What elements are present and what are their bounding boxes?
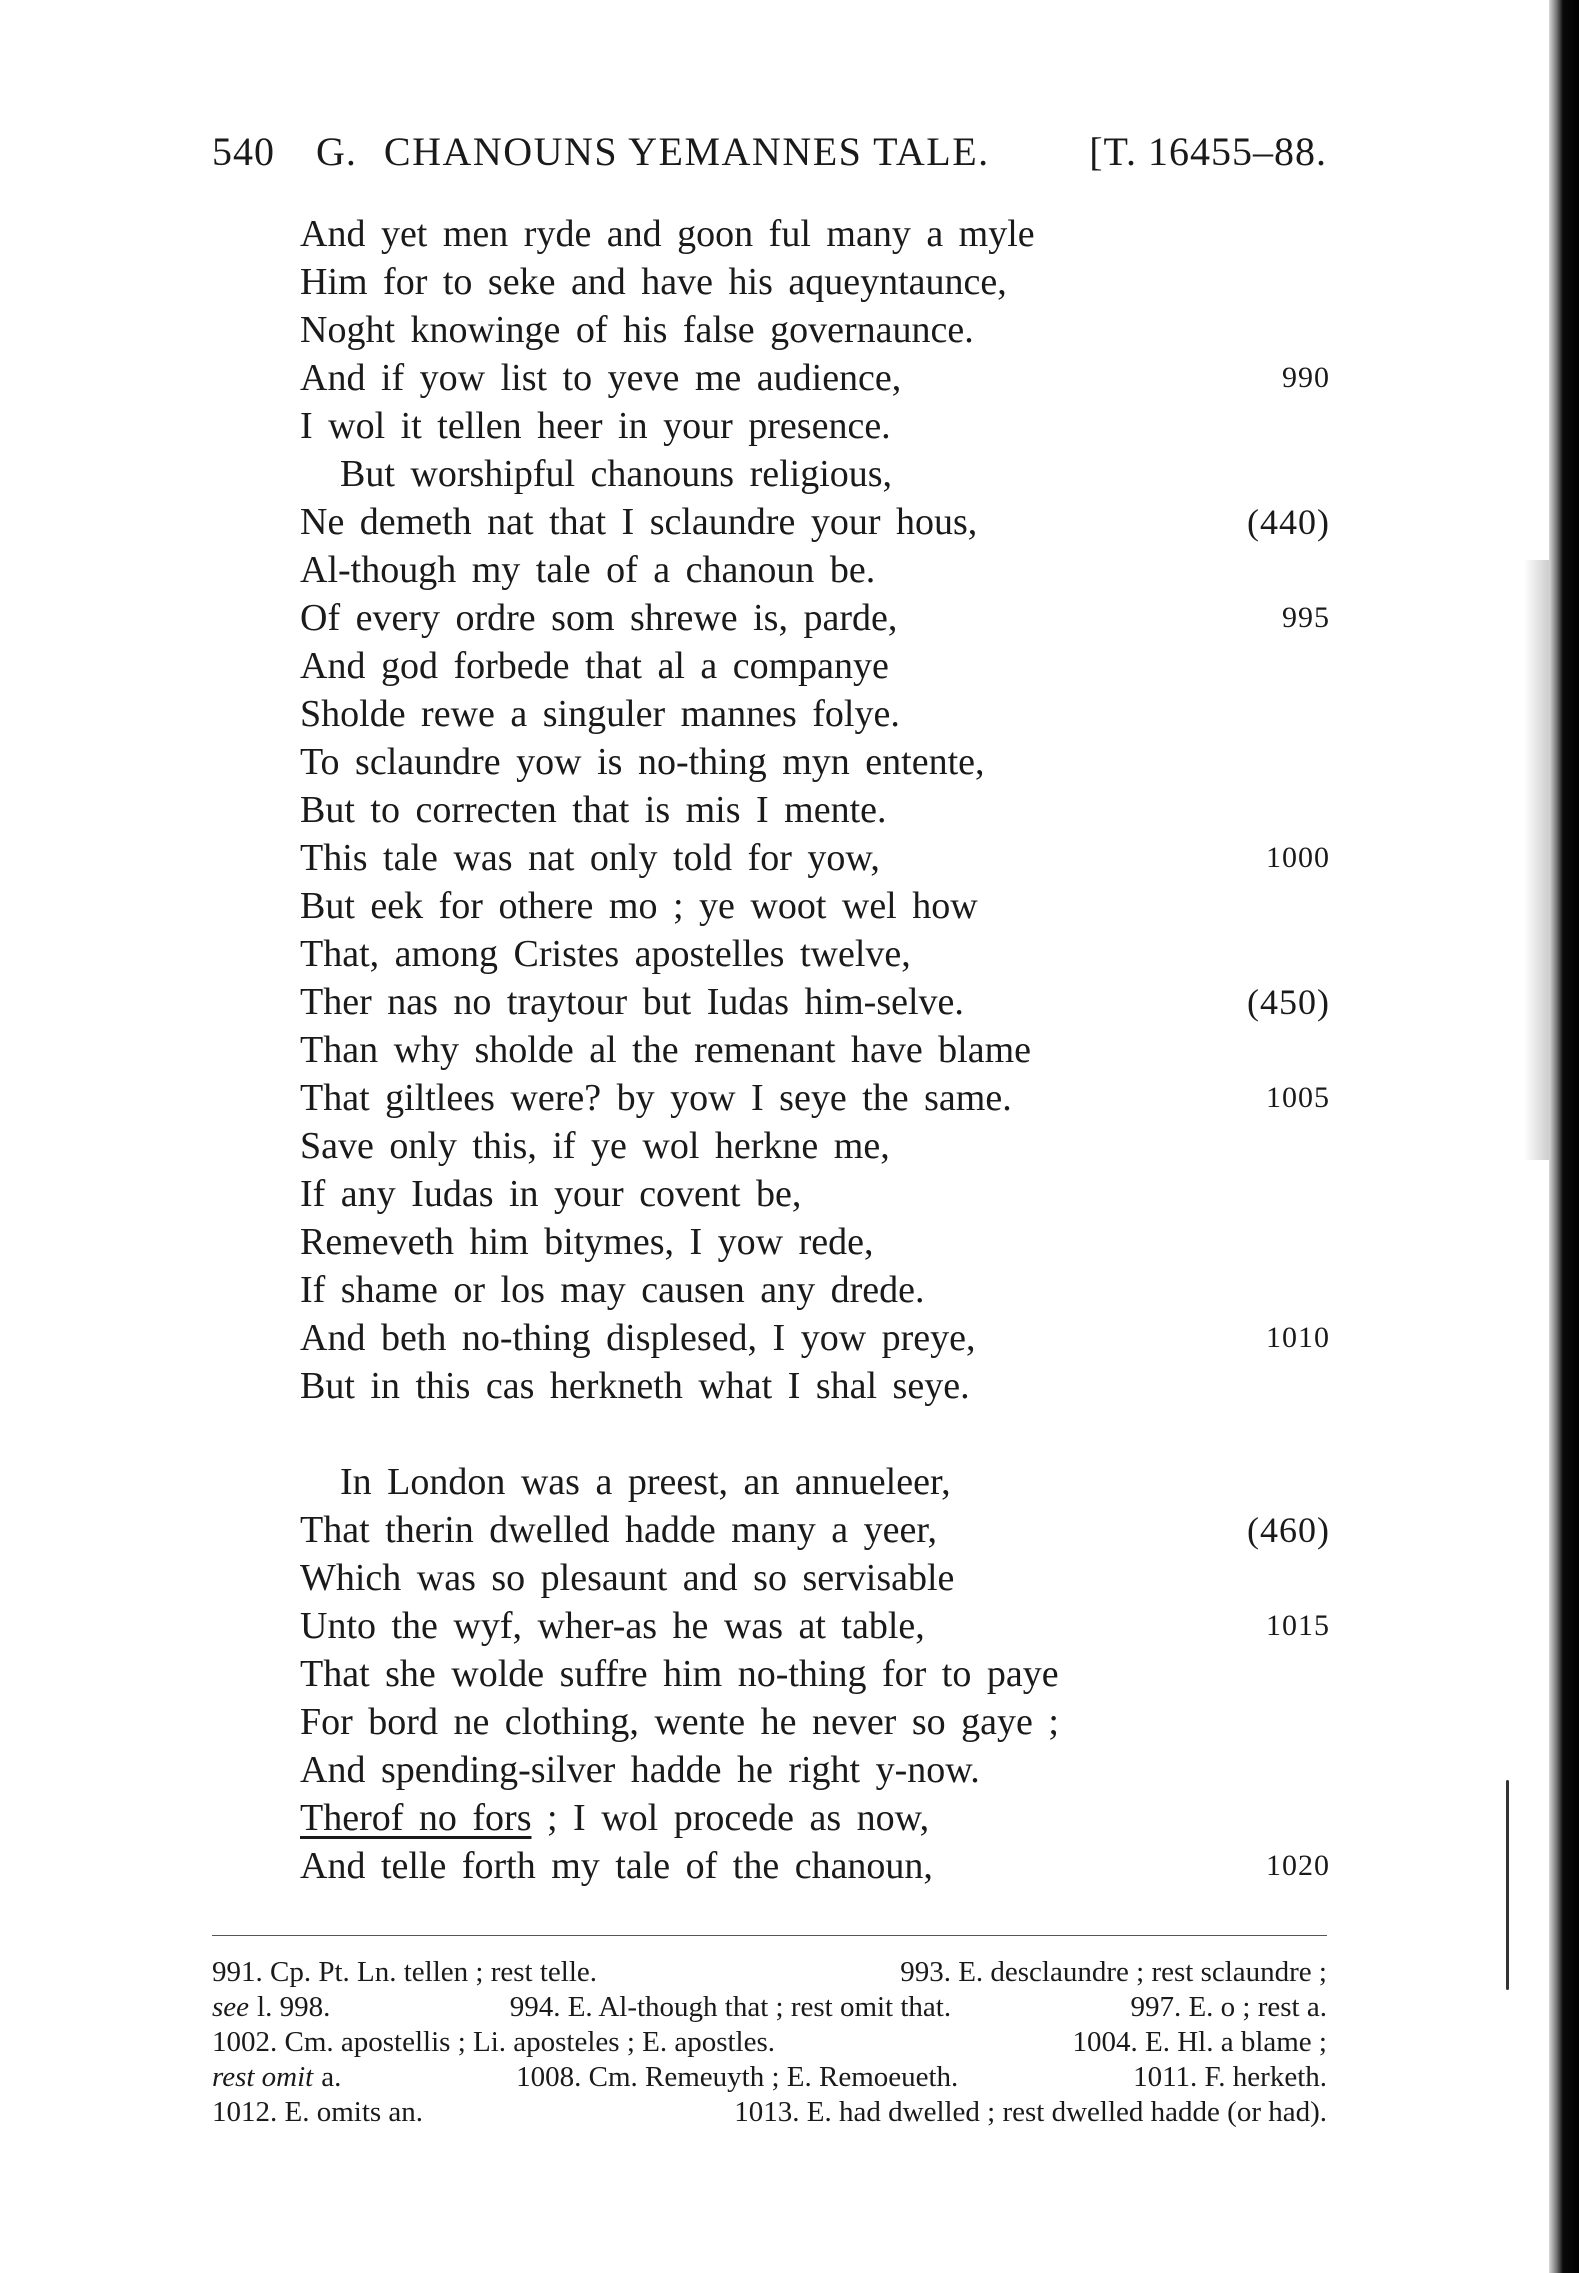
line-number: 995 [1282,601,1330,634]
line-number: 1000 [1266,841,1330,874]
running-header [212,128,1327,175]
verse-text: I wol it tellen heer in your presence. [300,405,891,447]
footnote-line [212,2060,1327,2095]
footnote-entry [212,1990,330,2025]
footnote-text: a. [321,2061,342,2093]
verse-line [300,978,1330,1026]
footnote-line [212,2025,1327,2060]
book-spine-shadow [1549,0,1579,2273]
footnote-lead: rest omit [212,2061,314,2093]
verse-text: But eek for othere mo ; ye woot wel how [300,885,978,927]
verse-text: Ne demeth nat that I sclaundre your hous, [300,501,978,543]
poem-text [300,210,1330,1890]
footnote-lead: see [212,1991,250,2023]
footnote-entry [212,2060,341,2095]
verse-line [300,1026,1330,1074]
verse-line [300,210,1330,258]
footnote-entry [1072,2025,1327,2060]
line-number: 990 [1282,361,1330,394]
verse-line [300,1170,1330,1218]
footnote-line [212,2095,1327,2130]
verse-text: And god forbede that al a companye [300,645,889,687]
footnote-line [212,1990,1327,2025]
verse-text: If any Iudas in your covent be, [300,1173,802,1215]
verse-line [300,642,1330,690]
verse-line [300,1314,1330,1362]
verse-text: Of every ordre som shrewe is, parde, [300,597,898,639]
verse-text: That, among Cristes apostelles twelve, [300,933,911,975]
margin-pencil-mark [1506,1780,1509,1990]
verse-line [300,1218,1330,1266]
verse-text: That therin dwelled hadde many a yeer, [300,1509,937,1551]
verse-text: Ther nas no traytour but Iudas him-selve. [300,981,964,1023]
verse-text: And if yow list to yeve me audience, [300,357,902,399]
verse-text: Than why sholde al the remenant have blame [300,1029,1032,1071]
verse-line [300,786,1330,834]
footnote-entry [1130,1990,1327,2025]
verse-text: Save only this, if ye wol herkne me, [300,1125,890,1167]
footnote-entry [212,1955,597,1990]
line-number: 1020 [1266,1849,1330,1882]
verse-line [300,498,1330,546]
verse-line [300,930,1330,978]
footnote-entry [212,2095,423,2130]
footnote-entry [734,2095,1327,2130]
line-range: [T. 16455–88. [1089,129,1327,174]
footnote-line [212,1955,1327,1990]
verse-line [300,1266,1330,1314]
verse-text: Which was so plesaunt and so servisable [300,1557,955,1599]
verse-line [300,1794,1330,1842]
verse-text: But worshipful chanouns religious, [340,453,893,495]
verse-line [300,738,1330,786]
line-number: (450) [1247,982,1330,1022]
footnote-text: l. 998. [257,1991,331,2023]
footnote-text: 1013. E. had dwelled ; rest dwelled hadde (or had). [734,2096,1327,2128]
line-number: 1015 [1266,1609,1330,1642]
verse-line [300,450,1330,498]
footnote-text: 994. E. Al-though that ; rest omit that. [509,1991,952,2023]
footnote-text: 993. E. desclaundre ; rest sclaundre ; [900,1956,1327,1988]
verse-text: Al-though my tale of a chanoun be. [300,549,876,591]
verse-line [300,834,1330,882]
verse-text: For bord ne clothing, wente he never so gaye ; [300,1701,1059,1743]
verse-text: And telle forth my tale of the chanoun, [300,1845,933,1887]
footnote-text: 1012. E. omits an. [212,2096,424,2128]
running-title: CHANOUNS YEMANNES TALE. [383,129,990,174]
footnotes [212,1955,1327,2130]
verse-text: But in this cas herkneth what I shal seye. [300,1365,970,1407]
footnote-text: 991. Cp. Pt. Ln. tellen ; rest telle. [212,1956,598,1988]
verse-line [300,1746,1330,1794]
footnote-entry [212,2025,775,2060]
verse-line [300,1842,1330,1890]
verse-text: If shame or los may causen any drede. [300,1269,925,1311]
section-signature: G. [316,129,357,174]
verse-text: Noght knowinge of his false governaunce. [300,309,974,351]
verse-line [300,1458,1330,1506]
hand-underlined-phrase: Therof no fors [300,1797,532,1839]
verse-line [300,882,1330,930]
footnote-entry [1133,2060,1327,2095]
verse-text: Him for to seke and have his aqueyntaunce, [300,261,1007,303]
footnote-entry [510,1990,951,2025]
verse-text: But to correcten that is mis I mente. [300,789,887,831]
verse-text: Sholde rewe a singuler mannes folye. [300,693,900,735]
footnote-text: 1002. Cm. apostellis ; Li. aposteles ; E. apostles. [212,2026,776,2058]
verse-line [300,1698,1330,1746]
verse-text: Remeveth him bitymes, I yow rede, [300,1221,874,1263]
footnote-text: 1004. E. Hl. a blame ; [1072,2026,1327,2058]
verse-line [300,258,1330,306]
line-number: (460) [1247,1510,1330,1550]
verse-line [300,306,1330,354]
footnote-entry [516,2060,958,2095]
verse-line [300,1650,1330,1698]
verse-line [300,1506,1330,1554]
footnote-text: 997. E. o ; rest a. [1130,1991,1327,2023]
verse-text: To sclaundre yow is no-thing myn entente, [300,741,985,783]
verse-text: That giltlees were? by yow I seye the same. [300,1077,1012,1119]
footnote-rule [212,1935,1327,1936]
verse-line [300,690,1330,738]
verse-text: And spending-silver hadde he right y-now. [300,1749,980,1791]
verse-text: Unto the wyf, wher-as he was at table, [300,1605,925,1647]
verse-text: This tale was nat only told for yow, [300,837,880,879]
verse-line [300,1362,1330,1410]
line-number: (440) [1247,502,1330,542]
line-number: 1010 [1266,1321,1330,1354]
verse-line [300,546,1330,594]
verse-line [300,1602,1330,1650]
footnote-entry [900,1955,1327,1990]
footnote-text: 1011. F. herketh. [1133,2061,1327,2093]
page-curl-shade [1524,560,1549,1160]
verse-text: In London was a preest, an annueleer, [340,1461,951,1503]
verse-line [300,1074,1330,1122]
verse-text: And beth no-thing displesed, I yow preye, [300,1317,976,1359]
verse-line [300,1122,1330,1170]
verse-text: And yet men ryde and goon ful many a myle [300,213,1035,255]
line-number: 1005 [1266,1081,1330,1114]
verse-text-annotated: Therof no fors ; I wol procede as now, [300,1797,930,1839]
page-number: 540 [212,129,275,174]
footnote-text: 1008. Cm. Remeuyth ; E. Remoeueth. [516,2061,959,2093]
verse-line [300,402,1330,450]
verse-line [300,594,1330,642]
verse-line [300,354,1330,402]
verse-line [300,1554,1330,1602]
verse-text: That she wolde suffre him no-thing for to paye [300,1653,1059,1695]
